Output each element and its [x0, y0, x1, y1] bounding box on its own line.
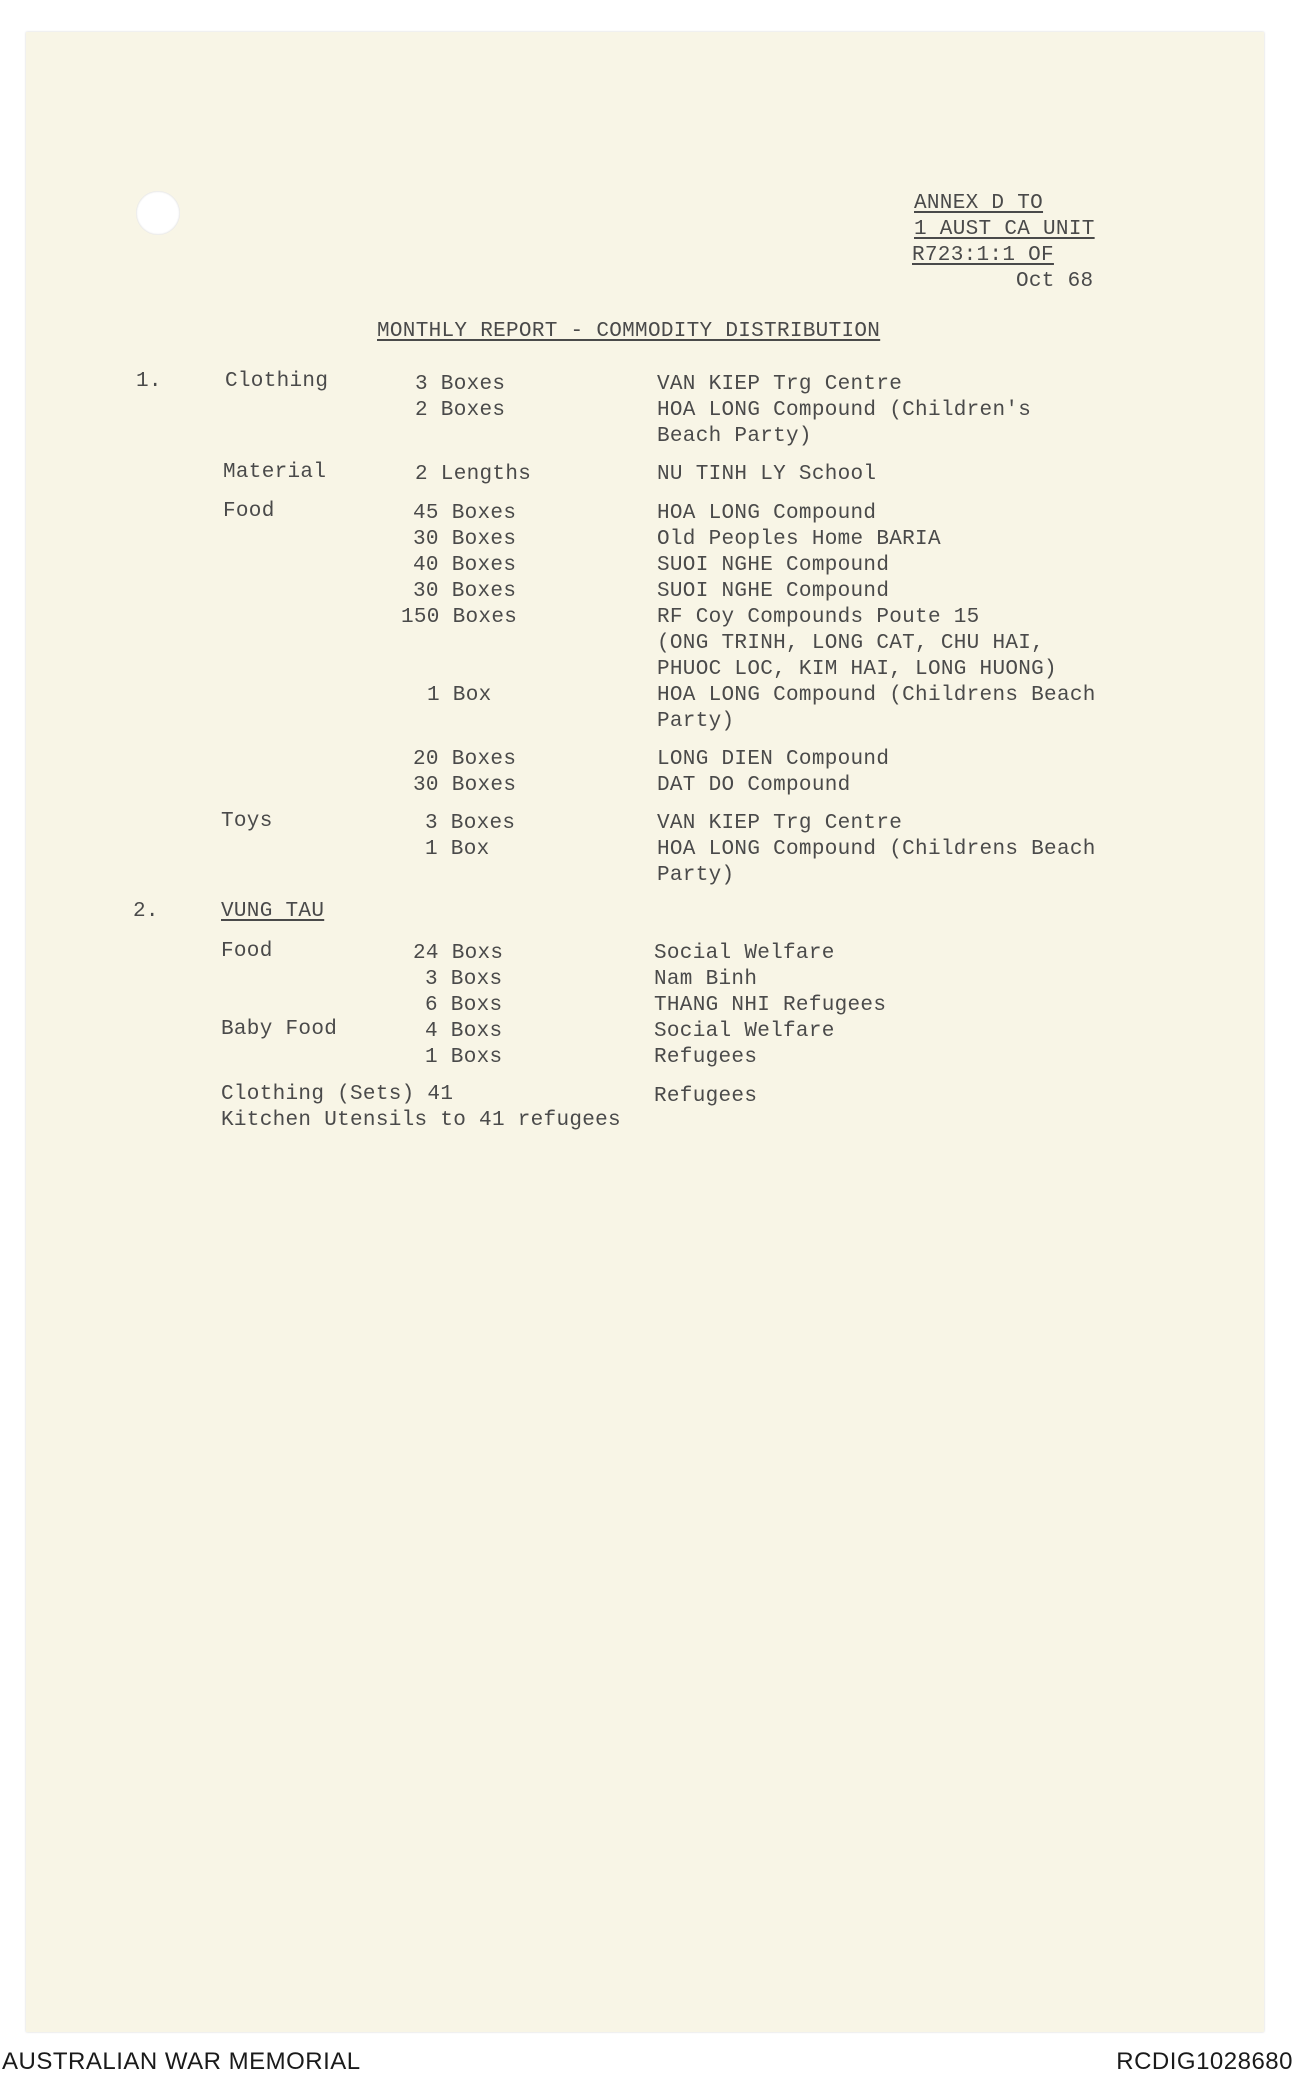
destination-cell: VAN KIEP Trg Centre — [657, 812, 903, 835]
qty-cell: 30 Boxes — [413, 580, 517, 603]
section-2-heading: VUNG TAU — [221, 900, 325, 923]
category-material: Material — [223, 461, 327, 484]
destination-cell: Beach Party) — [657, 425, 812, 448]
qty-cell: 3 Boxes — [415, 373, 506, 396]
qty-cell: 20 Boxes — [413, 748, 517, 771]
destination-cell: Party) — [657, 864, 735, 887]
qty-cell: 30 Boxes — [413, 528, 517, 551]
category-toys: Toys — [221, 810, 273, 833]
annex-line-2: 1 AUST CA UNIT — [914, 218, 1095, 241]
footer-institution: AUSTRALIAN WAR MEMORIAL — [2, 2048, 361, 2075]
destination-cell: VAN KIEP Trg Centre — [657, 373, 903, 396]
qty-cell: 24 Boxs — [413, 942, 504, 965]
page-title: MONTHLY REPORT - COMMODITY DISTRIBUTION — [377, 320, 881, 343]
qty-cell: 1 Box — [425, 838, 490, 861]
destination-cell: HOA LONG Compound (Childrens Beach — [657, 838, 1096, 861]
destination-cell: SUOI NGHE Compound — [657, 580, 890, 603]
qty-cell: 3 Boxs — [425, 968, 503, 991]
qty-cell: 1 Box — [427, 684, 492, 707]
qty-cell: 40 Boxes — [413, 554, 517, 577]
category-clothing: Clothing — [225, 370, 329, 393]
section-1-number: 1. — [136, 370, 162, 393]
kitchen-utensils-line: Kitchen Utensils to 41 refugees — [221, 1109, 621, 1132]
category-food: Food — [221, 940, 273, 963]
section-2-number: 2. — [133, 900, 159, 923]
destination-cell: DAT DO Compound — [657, 774, 851, 797]
destination-cell: NU TINH LY School — [657, 463, 877, 486]
destination-cell: HOA LONG Compound (Children's — [657, 399, 1032, 422]
destination-cell: Nam Binh — [654, 968, 758, 991]
annex-line-3: R723:1:1 OF — [912, 244, 1054, 267]
qty-cell: 4 Boxs — [425, 1020, 503, 1043]
qty-cell: 2 Lengths — [415, 463, 532, 486]
destination-cell: (ONG TRINH, LONG CAT, CHU HAI, — [657, 632, 1045, 655]
destination-cell: RF Coy Compounds Poute 15 — [657, 606, 980, 629]
clothing-sets-line: Clothing (Sets) 41 — [221, 1083, 454, 1106]
destination-cell: SUOI NGHE Compound — [657, 554, 890, 577]
qty-cell: 45 Boxes — [413, 502, 517, 525]
annex-line-1: ANNEX D TO — [914, 192, 1044, 215]
footer-reference: RCDIG1028680 — [1116, 2048, 1293, 2075]
qty-cell: 150 Boxes — [401, 606, 518, 629]
destination-cell: THANG NHI Refugees — [654, 994, 887, 1017]
qty-cell: 3 Boxes — [425, 812, 516, 835]
category-food: Food — [223, 500, 275, 523]
destination-cell: Refugees — [654, 1085, 758, 1108]
destination-cell: HOA LONG Compound — [657, 502, 877, 525]
destination-cell: HOA LONG Compound (Childrens Beach — [657, 684, 1096, 707]
punch-hole — [136, 191, 180, 235]
destination-cell: Refugees — [654, 1046, 758, 1069]
qty-cell: 1 Boxs — [425, 1046, 503, 1069]
qty-cell: 2 Boxes — [415, 399, 506, 422]
destination-cell: PHUOC LOC, KIM HAI, LONG HUONG) — [657, 658, 1057, 681]
destination-cell: Party) — [657, 710, 735, 733]
category-baby-food: Baby Food — [221, 1018, 338, 1041]
destination-cell: LONG DIEN Compound — [657, 748, 890, 771]
destination-cell: Old Peoples Home BARIA — [657, 528, 941, 551]
destination-cell: Social Welfare — [654, 942, 835, 965]
destination-cell: Social Welfare — [654, 1020, 835, 1043]
qty-cell: 6 Boxs — [425, 994, 503, 1017]
annex-line-4: Oct 68 — [1016, 270, 1094, 293]
qty-cell: 30 Boxes — [413, 774, 517, 797]
